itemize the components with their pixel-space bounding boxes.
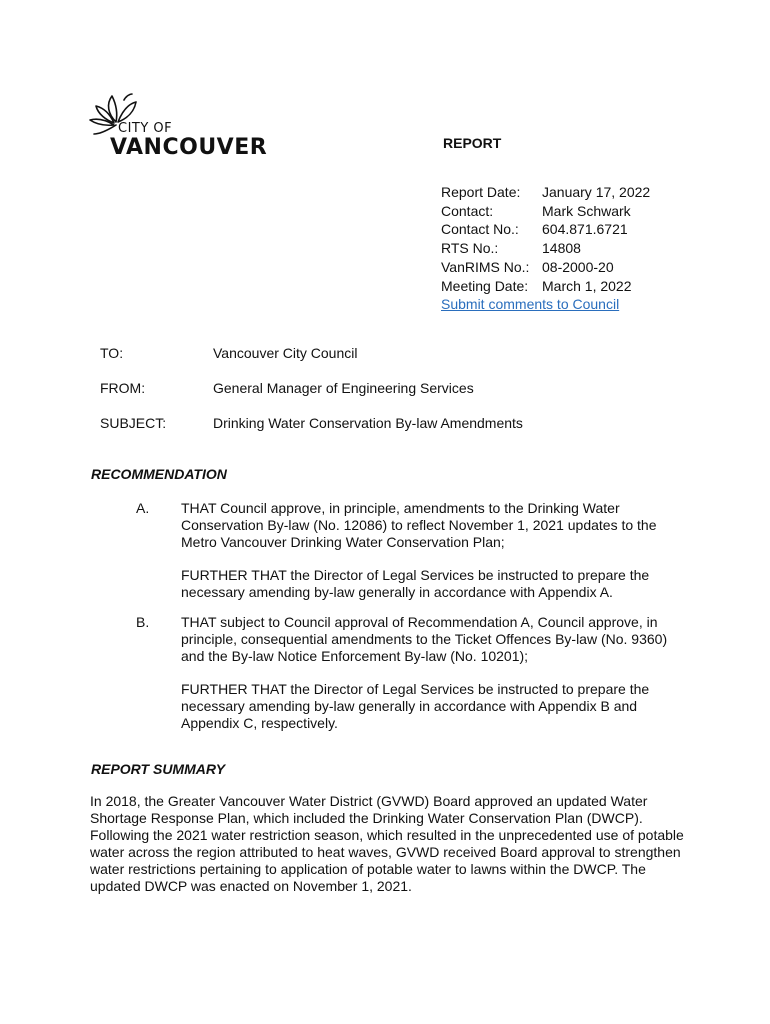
- meta-row-rts-no: [441, 239, 650, 258]
- meta-value: 604.871.6721: [542, 221, 628, 238]
- recommendation-paragraph: FURTHER THAT the Director of Legal Services be instructed to prepare the necessary amending by-law generally in accordance with Appendix A.: [181, 567, 650, 600]
- meta-label: Meeting Date:: [441, 277, 529, 294]
- from-label: FROM:: [100, 380, 146, 396]
- meta-value: 14808: [542, 240, 581, 257]
- recommendation-paragraph: THAT subject to Council approval of Recommendation A, Council approve, in principle, consequential amendments to the Ticket Offences By-law (No. 9360) and the By-law Notice Enforcement By-law (No. 10201);: [181, 614, 668, 664]
- to-value: Vancouver City Council: [213, 345, 358, 361]
- meta-value: Mark Schwark: [542, 202, 631, 219]
- submit-comments-link[interactable]: Submit comments to Council: [441, 296, 620, 313]
- meta-value: March 1, 2022: [542, 277, 632, 294]
- meta-row-contact-no: [441, 220, 650, 239]
- meta-label: RTS No.:: [441, 240, 499, 257]
- recommendation-paragraph: FURTHER THAT the Director of Legal Services be instructed to prepare the necessary amending by-law generally in accordance with Appendix B and Appendix C, respectively.: [181, 681, 650, 731]
- from-value: General Manager of Engineering Services: [213, 380, 474, 396]
- report-meta: [441, 183, 650, 314]
- logo-city-of-text: CITY OF: [118, 121, 173, 136]
- meta-row-report-date: [441, 183, 650, 202]
- subject-value: Drinking Water Conservation By-law Amendments: [213, 415, 523, 431]
- subject-label: SUBJECT:: [100, 415, 167, 431]
- meta-label: Contact No.:: [441, 221, 519, 238]
- meta-row-vanrims-no: [441, 258, 650, 277]
- report-summary-text: In 2018, the Greater Vancouver Water District (GVWD) Board approved an updated Water Shortage Response Plan, which included the Drinking Water Conservation Plan (DWCP). Following the 2021 water restriction season, which resulted in the unprecedented use of potable water across the region attributed to heat waves, GVWD received Board approval to strengthen water restrictions pertaining to application of potable water to lawns within the DWCP. The updated DWCP was enacted on November 1, 2021.: [90, 793, 684, 894]
- report-summary-heading: REPORT SUMMARY: [91, 761, 226, 777]
- meta-row-meeting-date: [441, 277, 650, 296]
- meta-label: VanRIMS No.:: [441, 258, 530, 275]
- recommendation-heading: RECOMMENDATION: [91, 466, 227, 482]
- report-title: REPORT: [443, 135, 502, 151]
- meta-value: 08-2000-20: [542, 258, 614, 275]
- meta-row-contact: [441, 202, 650, 221]
- recommendation-text: [181, 500, 671, 601]
- recommendation-text: [181, 614, 671, 732]
- city-of-vancouver-logo: [88, 92, 268, 164]
- to-label: TO:: [100, 345, 124, 361]
- meta-label: Contact:: [441, 202, 494, 219]
- meta-value: January 17, 2022: [542, 184, 651, 200]
- recommendation-letter: B.: [136, 614, 150, 630]
- logo-vancouver-text: VANCOUVER: [110, 135, 268, 160]
- meta-label: Report Date:: [441, 184, 521, 200]
- recommendation-paragraph: THAT Council approve, in principle, amendments to the Drinking Water Conservation By-law (No. 12086) to reflect November 1, 2021 updates to the Metro Vancouver Drinking Water Conservation Plan;: [181, 500, 657, 550]
- meta-row-submit: [441, 295, 650, 314]
- recommendation-letter: A.: [136, 500, 150, 516]
